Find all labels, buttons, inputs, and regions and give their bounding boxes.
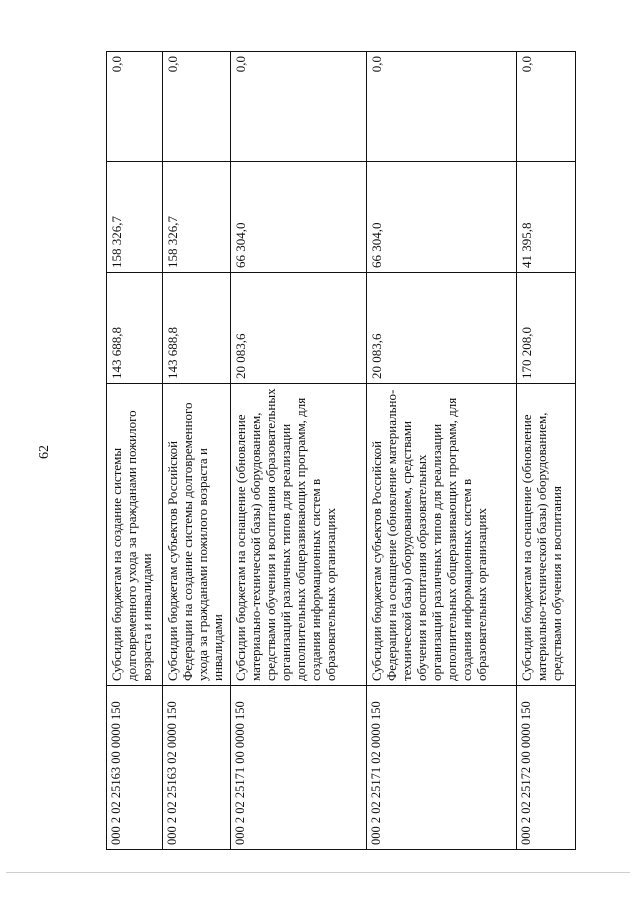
value-cell-1: 143 688,8 bbox=[163, 273, 231, 384]
table-row bbox=[231, 52, 367, 850]
table-row bbox=[367, 52, 517, 850]
budget-table bbox=[106, 51, 576, 850]
budget-code-cell: 000 2 02 25163 00 0000 150 bbox=[107, 686, 163, 850]
value-cell-3: 0,0 bbox=[517, 52, 576, 162]
value-cell-2: 66 304,0 bbox=[231, 162, 367, 273]
value-cell-1: 170 208,0 bbox=[517, 273, 576, 384]
budget-code-cell: 000 2 02 25171 00 0000 150 bbox=[231, 686, 367, 850]
value-cell-2: 158 326,7 bbox=[163, 162, 231, 273]
description-cell: Субсидии бюджетам субъектов Российской Федерации на оснащение (обновление материально-технической базы) оборудованием, средствами обучения и воспитания образовательных организаций различных типов для реализации дополнительных общеразвивающих программ, для создания информационных систем в образовательных организациях bbox=[367, 384, 517, 686]
table-row bbox=[163, 52, 231, 850]
budget-code-cell: 000 2 02 25172 00 0000 150 bbox=[517, 686, 576, 850]
value-cell-3: 0,0 bbox=[231, 52, 367, 162]
description-cell: Субсидии бюджетам на оснащение (обновление материально-технической базы) оборудованием, средствами обучения и воспитания образовательных организаций различных типов для реализации дополнительных общеразвивающих программ, для создания информационных систем в образовательных организациях bbox=[231, 384, 367, 686]
value-cell-1: 20 083,6 bbox=[231, 273, 367, 384]
budget-table-container bbox=[106, 52, 575, 850]
budget-code-cell: 000 2 02 25171 02 0000 150 bbox=[367, 686, 517, 850]
description-cell: Субсидии бюджетам на создание системы долговременного ухода за гражданами пожилого возраста и инвалидами bbox=[107, 384, 163, 686]
value-cell-2: 66 304,0 bbox=[367, 162, 517, 273]
description-cell: Субсидии бюджетам субъектов Российской Федерации на создание системы долговременного ухода за гражданами пожилого возраста и инвалидами bbox=[163, 384, 231, 686]
value-cell-2: 41 395,8 bbox=[517, 162, 576, 273]
value-cell-3: 0,0 bbox=[107, 52, 163, 162]
table-row bbox=[107, 52, 163, 850]
table-row bbox=[517, 52, 576, 850]
page-number: 62 bbox=[37, 445, 52, 459]
value-cell-3: 0,0 bbox=[367, 52, 517, 162]
value-cell-3: 0,0 bbox=[163, 52, 231, 162]
budget-code-cell: 000 2 02 25163 02 0000 150 bbox=[163, 686, 231, 850]
description-cell: Субсидии бюджетам на оснащение (обновление материально-технической базы) оборудованием, средствами обучения и воспитания bbox=[517, 384, 576, 686]
value-cell-2: 158 326,7 bbox=[107, 162, 163, 273]
value-cell-1: 20 083,6 bbox=[367, 273, 517, 384]
value-cell-1: 143 688,8 bbox=[107, 273, 163, 384]
page-edge-line bbox=[6, 872, 630, 873]
